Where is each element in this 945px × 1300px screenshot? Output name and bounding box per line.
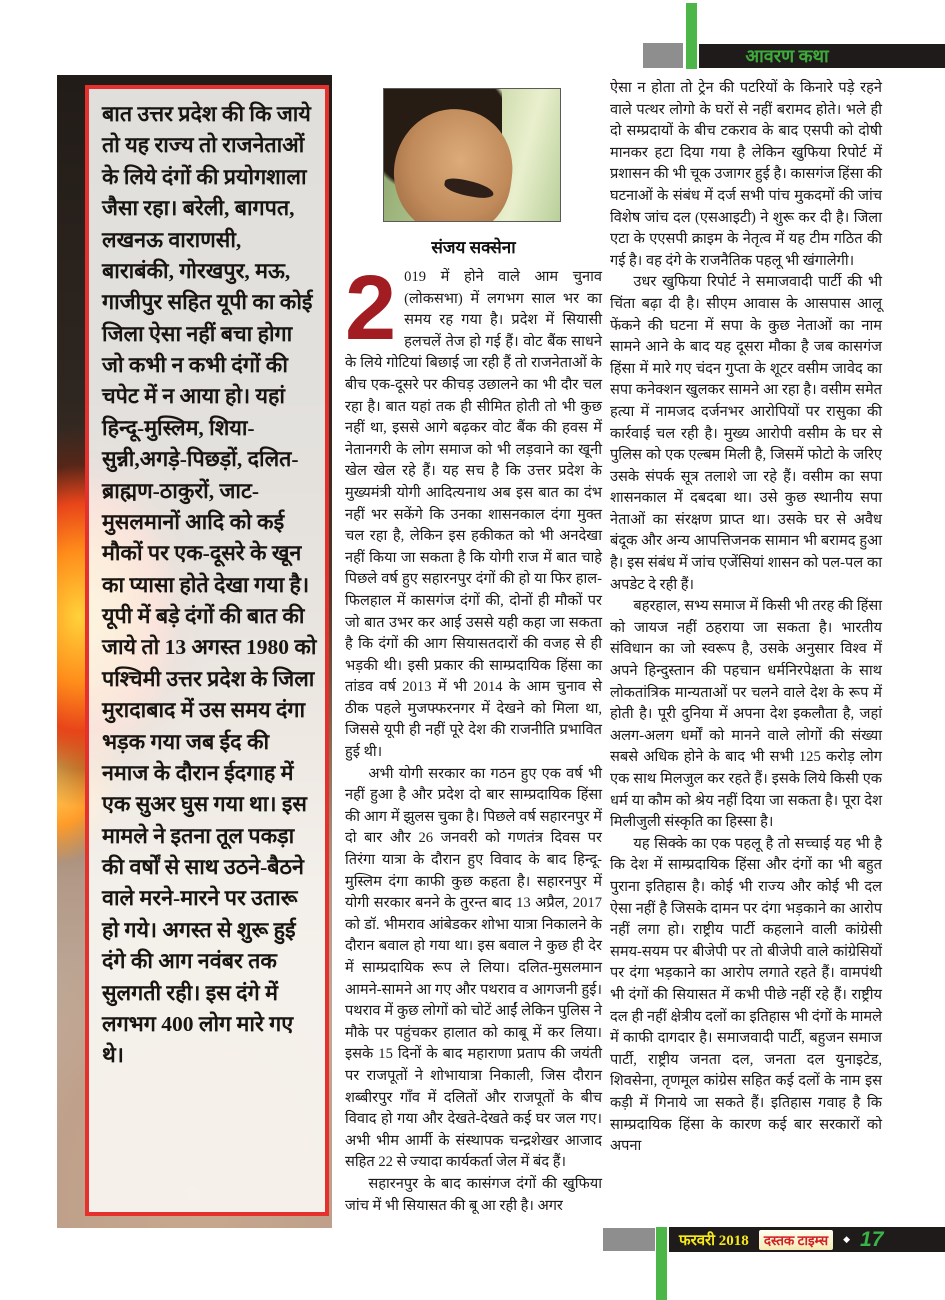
footer-bar [669,1227,945,1252]
footer-issue-date: फरवरी 2018 [679,1232,749,1249]
page-number: 17 [860,1227,884,1251]
footer-gray-block [603,1228,655,1251]
pullquote-box [85,85,329,1216]
article-paragraph: यह सिक्के का एक पहलू है तो सच्चाई यह भी है कि देश में साम्प्रदायिक हिंसा और दंगों का भी बहुत पुराना इतिहास है। कोई भी राज्य और कोई भी दल ऐसा नहीं है जिसके दामन पर दंगा भड़काने का आरोप नहीं लगा हो। राष्ट्रीय पार्टी कहलाने वाली कांग्रेसी समय-सयम पर बीजेपी पर तो बीजेपी वाले कांग्रेसियों पर दंगा भड़काने का आरोप लगाते रहते हैं। वामपंथी भी दंगों की सियासत में कभी पीछे नहीं रहे हैं। राष्ट्रीय दल ही नहीं क्षेत्रीय दलों का इतिहास भी दंगों के मामले में काफी दागदार है। समाजवादी पार्टी, बहुजन समाज पार्टी, राष्ट्रीय जनता दल, जनता दल युनाइटेड, शिवसेना, तृणमूल कांग्रेस सहित कई दलों के नाम इस कड़ी में गिनाये जा सकते हैं। इतिहास गवाह है कि साम्प्रदायिक हिंसा के कारण कई बार सरकारों को अपना [610,835,882,1155]
header-gray-block [643,43,683,68]
article-paragraph: ऐसा न होता तो ट्रेन की पटरियों के किनारे पड़े रहने वाले पत्थर लोगो के घरों से नहीं बरामद होते। भले ही दो सम्प्रदायों के बीच टकराव के बाद एसपी को दोषी मानकर हटा दिया गया है लेकिन खुफिया रिपोर्ट में प्रशासन की भी चूक उजागर हुई है। कासगंज हिंसा की घटनाओं के संबंध में दर्ज सभी पांच मुकदमों की जांच विशेष जांच दल (एसआइटी) ने शुरू कर दी है। जिला एटा के एएसपी क्राइम के नेतृत्व में यह टीम गठित की गई है। वह दंगे के राजनैतिक पहलू भी खंगालेगी। [610,80,882,269]
right-column [610,78,882,1218]
author-photo [383,88,561,222]
magazine-logo: दस्तक टाइम्स [759,1230,833,1250]
article-paragraph: सहारनपुर के बाद कासंगज दंगों की खुफिया जांच में भी सियासत की बू आ रही है। अगर [345,1175,602,1214]
diamond-separator-icon: ◆ [843,1234,851,1244]
footer-green-bar [656,1227,667,1300]
article-paragraph: अभी योगी सरकार का गठन हुए एक वर्ष भी नहीं हुआ है और प्रदेश दो बार साम्प्रदायिक हिंसा की आग में झुलस चुका है। पिछले वर्ष सहारनपुर में दो बार और 26 जनवरी को गणतंत्र दिवस पर तिरंगा यात्रा के दौरान हुए विवाद के बाद हिन्दू-मुस्लिम दंगा काफी कुछ कहता है। सहारनपुर में योगी सरकार बनने के तुरन्त बाद 13 अप्रैल, 2017 को डॉ. भीमराव आंबेडकर शोभा यात्रा निकालने के दौरान बवाल हो गया था। इस बवाल ने कुछ ही देर में साम्प्रदायिक रूप ले लिया। दलित-मुसलमान आमने-सामने आ गए और पथराव व आगजनी हुई।पथराव में कुछ लोगों को चोटें आईं लेकिन पुलिस ने मौके पर पहुंचकर हालात को काबू में कर लिया। इसके 15 दिनों के बाद महाराणा प्रताप की जयंती पर राजपूतों ने शोभायात्रा निकाली, जिस दौरान शब्बीरपुर गाँव में दलितों और राजपूतों के बीच विवाद हो गया और देखते-देखते कई घर जल गए। अभी भीम आर्मी के संस्थापक चन्द्रशेखर आजाद सहित 22 से ज्यादा कार्यकर्ता जेल में बंद हैं। [345,765,602,1171]
center-column [345,75,602,1228]
author-name: संजय सक्सेना [431,238,516,257]
pullquote-text: बात उत्तर प्रदेश की कि जाये तो यह राज्य तो राजनेताओं के लिये दंगों की प्रयोगशाला जैसा रहा। बरेली, बागपत, लखनऊ वाराणसी, बाराबंकी, गोरखपुर, मऊ, गाजीपुर सहित यूपी का कोई जिला ऐसा नहीं बचा होगा जो कभी न कभी दंगों की चपेट में न आया हो। यहां हिन्दू-मुस्लिम, शिया-सुन्नी,अगड़े-पिछड़ों, दलित-ब्राह्मण-ठाकुरों, जाट-मुसलमानों आदि को कई मौकों पर एक-दूसरे के खून का प्यासा होते देखा गया है। यूपी में बड़े दंगों की बात की जाये तो 13 अगस्त 1980 को पश्चिमी उत्तर प्रदेश के जिला मुरादाबाद में उस समय दंगा भड़क गया जब ईद की नमाज के दौरान ईदगाह में एक सुअर घुस गया था। इस मामले ने इतना तूल पकड़ा की वर्षों से साथ उठने-बैठने वाले मरने-मारने पर उतारू हो गये। अगस्त से शुरू हुई दंगे की आग नवंबर तक सुलगती रही। इस दंगे में लगभग 400 लोग मारे गए थे। [102,102,317,1068]
header-green-bar [686,3,697,69]
article-paragraph: बहरहाल, सभ्य समाज में किसी भी तरह की हिंसा को जायज नहीं ठहराया जा सकता है। भारतीय संविधान का जो स्वरूप है, उसके अनुसार विश्व में अपने हिन्दुस्तान की पहचान धर्मनिरपेक्षता के साथ लोकतांत्रिक मान्यताओं पर चलने वाले देश के रूप में होती है। पूरी दुनिया में अपना देश इकलौता है, जहां अलग-अलग धर्मों को मानने वाले लोगों की संख्या सबसे अधिक होने के बाद भी सभी 125 करोड़ लोग एक साथ मिलजुल कर रहते हैं। इसके लिये किसी एक धर्म या कौम को श्रेय नहीं दिया जा सकता है। पूरा देश मिलीजुली संस्कृति का हिस्सा है। [610,598,882,831]
section-title: आवरण कथा [745,46,829,66]
article-paragraph: उधर खुफिया रिपोर्ट ने समाजवादी पार्टी की भी चिंता बढ़ा दी है। सीएम आवास के आसपास आलू फेंकने की घटना में सपा के कुछ नेताओं का नाम सामने आने के बाद यह दूसरा मौका है जब कासगंज हिंसा में मारे गए चंदन गुप्ता के शूटर वसीम जावेद का सपा कनेक्शन खुलकर सामने आ रहा है। वसीम समेत हत्या में नामजद दर्जनभर आरोपियों पर रासुका की कार्रवाई चल रही है। मुख्य आरोपी वसीम के घर से पुलिस को एक एल्बम मिली है, जिसमें फोटो के जरिए उसके संपर्क सूत्र तलाशे जा रहे हैं। वसीम का सपा शासनकाल में दबदबा था। उसे कुछ स्थानीय सपा नेताओं का संरक्षण प्राप्त था। उसके घर से अवैध बंदूक और अन्य आपत्तिजनक सामान भी बरामद हुआ है। इस संबंध में जांच एजेंसियां शासन को पल-पल का अपडेट दे रही हैं। [610,274,882,593]
section-header-bar [699,44,945,68]
article-body-center [345,257,602,1217]
article-paragraph-lead [345,257,602,764]
feature-photo-riot-fire [57,75,332,1228]
lead-paragraph-text: 019 में होने वाले आम चुनाव (लोकसभा) में लगभग साल भर का समय रह गया है। प्रदेश में सियासी हलचलें तेज हो गई हैं। वोट बैंक साधने के लिये गोटियां बिछाई जा रही हैं तो राजनेताओं के बीच एक-दूसरे पर कीचड़ उछालने का भी दौर चल रहा है। बात यहां तक ही सीमित होती तो भी कुछ नहीं था, इससे आगे बढ़कर वोट बैंक की हवस में नेतानगरी के लोग समाज को भी लड़वाने का खूनी खेल खेल रहे हैं। यह सच है कि उत्तर प्रदेश के मुख्यमंत्री योगी आदित्यनाथ अब इस बात का दंभ नहीं भर सकेंगे कि उनका शासनकाल दंगा मुक्त चल रहा है, लेकिन इस हकीकत को भी अनदेखा नहीं किया जा सकता है कि योगी राज में बात चाहे पिछले वर्ष हुए सहारनपुर दंगों की हो या फिर हाल-फिलहाल में कासगंज दंगों की, दोनों ही मौकों पर जो बात उभर कर आई उससे यही कहा जा सकता है कि दंगों की आग सियासतदारों की वजह से ही भड़की थी। इसी प्रकार की साम्प्रदायिक हिंसा का तांडव वर्ष 2013 में भी 2014 के आम चुनाव से ठीक पहले मुजफ्फरनगर में देखने को मिला था, जिससे यूपी ही नहीं पूरे देश की राजनीति प्रभावित हुई थी। [345,269,602,761]
dropcap-numeral: 2 [345,257,397,359]
